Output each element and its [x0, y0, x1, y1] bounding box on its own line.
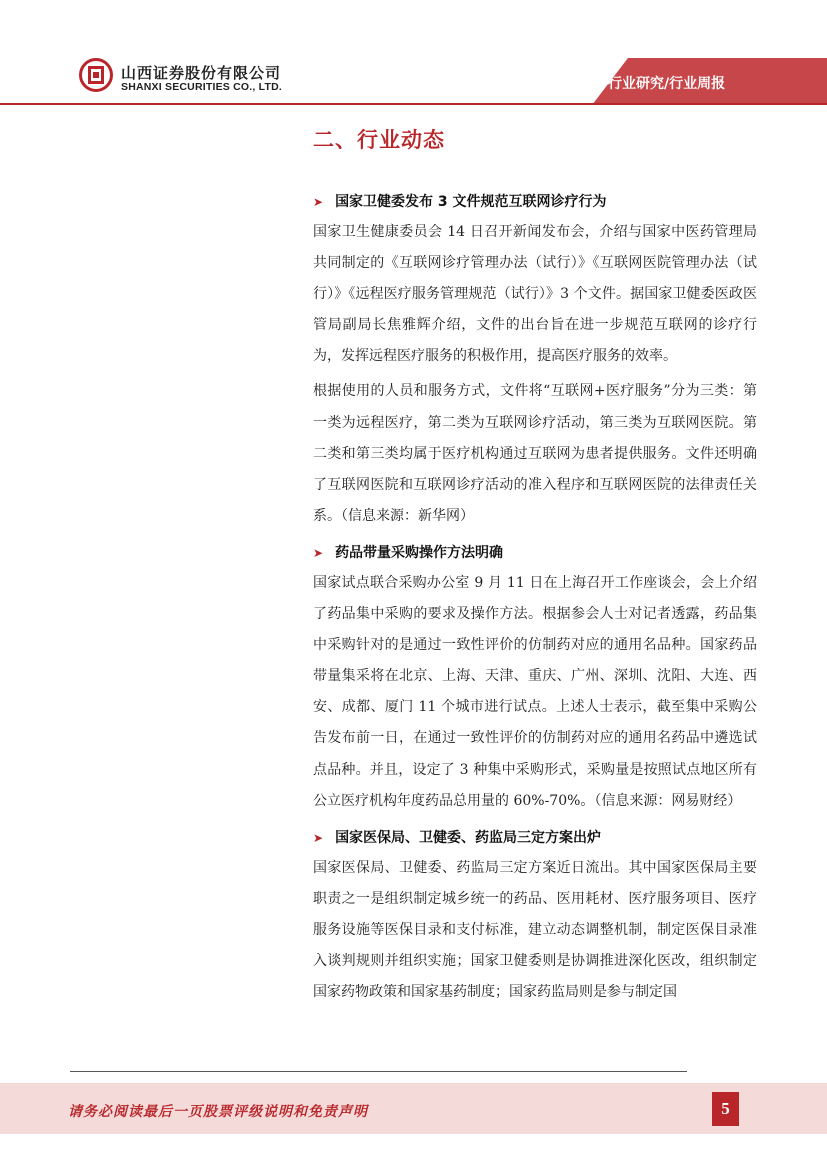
news-item	[313, 187, 757, 532]
report-type-label: 行业研究/行业周报	[608, 76, 726, 92]
news-title-text: 药品带量采购操作方法明确	[335, 544, 504, 561]
arrow-bullet-icon: ➤	[313, 195, 324, 209]
company-name-en: SHANXI SECURITIES CO., LTD.	[121, 81, 282, 93]
arrow-bullet-icon: ➤	[313, 830, 324, 845]
company-seal-icon	[79, 58, 113, 92]
news-title-text: 国家卫健委发布 3 文件规范互联网诊疗行为	[335, 194, 607, 210]
news-title	[313, 187, 757, 217]
page-header	[0, 0, 827, 105]
news-paragraph: 根据使用的人员和服务方式，文件将“互联网+医疗服务”分为三类：第一类为远程医疗，第二类为互联网诊疗活动，第三类为互联网医院。第二类和第三类均属于医疗机构通过互联网为患者提供服务。文件还明确了互联网医院和互联网诊疗活动的准入程序和互联网医院的法律责任关系。（信息来源：新华网）	[313, 383, 757, 524]
news-item	[313, 538, 757, 817]
news-title-text: 国家医保局、卫健委、药监局三定方案出炉	[335, 829, 602, 846]
arrow-bullet-icon: ➤	[313, 545, 324, 560]
news-content	[313, 187, 757, 1014]
news-paragraph: 国家试点联合采购办公室 9 月 11 日在上海召开工作座谈会，会上介绍了药品集中采购的要求及操作方法。根据参会人士对记者透露，药品集中采购针对的是通过一致性评价的仿制药对应的通用名品种。国家药品带量集采将在北京、上海、天津、重庆、广州、深圳、沈阳、大连、西安、成都、厦门 11 个城市进行试点。上述人士表示，截至集中采购公告发布前一日，在通过一致性评价的仿制药对应的通用名药品中遴选试点品种。并且，设定了 3 种集中采购形式，采购量是按照试点地区所有公立医疗机构年度药品总用量的 60%-70%。（信息来源：网易财经）	[313, 574, 757, 809]
section-title: 二、行业动态	[313, 128, 445, 152]
news-paragraph: 国家医保局、卫健委、药监局三定方案近日流出。其中国家医保局主要职责之一是组织制定城乡统一的药品、医用耗材、医疗服务项目、医疗服务设施等医保目录和支付标准，建立动态调整机制，制定医保目录准入谈判规则并组织实施；国家卫健委则是协调推进深化医改，组织制定国家药物政策和国家基药制度；国家药监局则是参与制定国	[313, 859, 757, 1001]
news-title	[313, 823, 757, 853]
company-name-cn: 山西证券股份有限公司	[121, 64, 282, 82]
page-number: 5	[712, 1092, 739, 1126]
news-item	[313, 823, 757, 1008]
news-paragraph: 国家卫生健康委员会 14 日召开新闻发布会，介绍与国家中医药管理局共同制定的《互联网诊疗管理办法（试行）》《互联网医院管理办法（试行）》《远程医疗服务管理规范（试行）》3 个文件。据国家卫健委医政医管局副局长焦雅辉介绍，文件的出台旨在进一步规范互联网的诊疗行为，发挥远程医疗服务的积极作用，提高医疗服务的效率。	[313, 224, 757, 365]
footer-divider	[70, 1071, 687, 1072]
news-title	[313, 538, 757, 568]
footer-disclaimer: 请务必阅读最后一页股票评级说明和免责声明	[68, 1104, 368, 1120]
